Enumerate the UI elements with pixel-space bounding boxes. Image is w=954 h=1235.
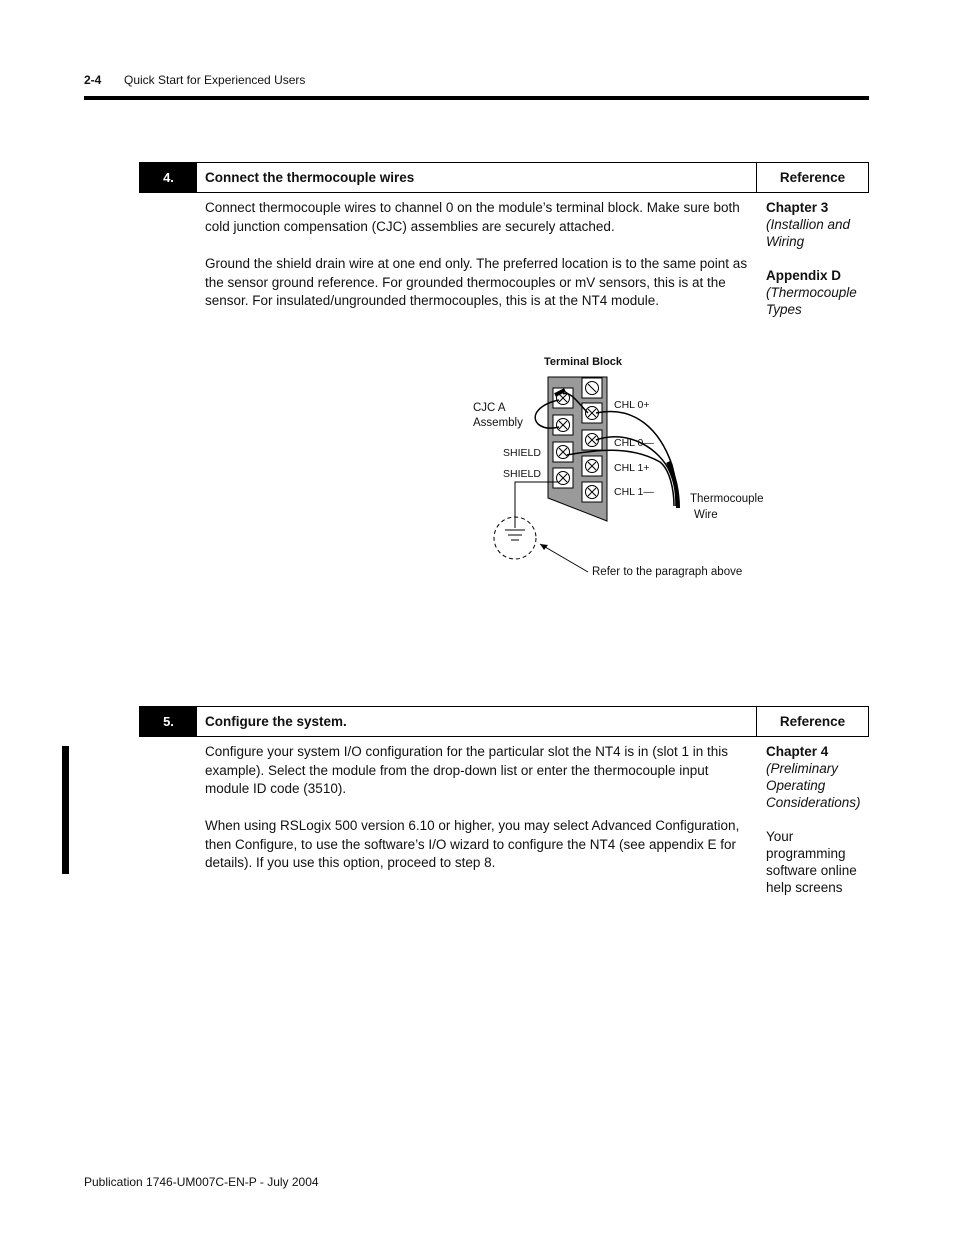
step-4-reference-label: Reference: [756, 163, 868, 192]
reference-line: Operating: [766, 778, 826, 793]
shield-label-1: SHIELD: [503, 447, 541, 459]
step-4-reference-2: [766, 267, 866, 318]
thermocouple-wire-label: Thermocouple: [690, 493, 764, 505]
reference-line: (Installion and: [766, 217, 851, 232]
callout-text: Refer to the paragraph above: [592, 566, 743, 578]
reference-line: (Thermocouple: [766, 285, 857, 300]
step-5-paragraph-1: Configure your system I/O configuration for the particular slot the NT4 is in (slot 1 in this example). Select the module from the drop-down list or enter the thermocouple input module ID code (3510).: [205, 744, 728, 796]
publication-footer: Publication 1746-UM007C-EN-P - July 2004: [84, 1175, 319, 1189]
step-5-reference-2: [766, 828, 866, 896]
shield-label-2: SHIELD: [503, 468, 541, 480]
step-5-header: [139, 706, 869, 737]
chl0-minus-label: CHL 0—: [614, 437, 654, 449]
step-4-header: [139, 162, 869, 193]
thermocouple-wire-label-2: Wire: [694, 509, 718, 521]
step-5-reference-label: Reference: [756, 707, 868, 736]
step-4-paragraph-2: Ground the shield drain wire at one end only. The preferred location is to the same point as the sensor ground reference. For grounded thermocouples or mV sensors, this is at the sensor. For insulated/ungrounded thermocouples, this is at the NT4 module.: [205, 256, 748, 308]
reference-line: Your: [766, 829, 794, 844]
reference-line: (Preliminary: [766, 761, 839, 776]
reference-line: software online: [766, 863, 857, 878]
chl1-minus-label: CHL 1—: [614, 486, 654, 498]
reference-line: Considerations): [766, 795, 861, 810]
cjc-label: CJC A: [473, 402, 506, 414]
step-5-reference-1: [766, 743, 866, 811]
reference-title: Chapter 4: [766, 744, 829, 759]
section-title: Quick Start for Experienced Users: [124, 73, 306, 87]
reference-title: Chapter 3: [766, 200, 829, 215]
chl0-plus-label: CHL 0+: [614, 399, 650, 411]
cjc-label-assembly: Assembly: [473, 417, 523, 429]
terminal-block-diagram: [460, 350, 780, 590]
page-number: 2-4: [84, 73, 102, 87]
step-4-number: 4.: [140, 163, 197, 192]
reference-line: help screens: [766, 880, 843, 895]
reference-title: Appendix D: [766, 268, 842, 283]
step-5-title: Configure the system.: [205, 714, 347, 729]
header-rule: [84, 96, 869, 100]
step-5-number: 5.: [140, 707, 197, 736]
change-bar: [62, 746, 69, 874]
step-4-title: Connect the thermocouple wires: [205, 170, 415, 185]
chl1-plus-label: CHL 1+: [614, 462, 650, 474]
reference-line: Wiring: [766, 234, 805, 249]
step-4-reference-1: [766, 199, 866, 250]
reference-line: programming: [766, 846, 846, 861]
diagram-title: Terminal Block: [544, 356, 623, 368]
step-4-paragraph-1: Connect thermocouple wires to channel 0 on the module’s terminal block. Make sure both cold junction compensation (CJC) assemblies are securely attached.: [205, 200, 740, 234]
reference-line: Types: [766, 302, 802, 317]
step-5-paragraph-2: When using RSLogix 500 version 6.10 or higher, you may select Advanced Configuration, then Configure, to use the software’s I/O wizard to configure the NT4 (see appendix E for details). If you use this option, proceed to step 8.: [205, 818, 740, 870]
